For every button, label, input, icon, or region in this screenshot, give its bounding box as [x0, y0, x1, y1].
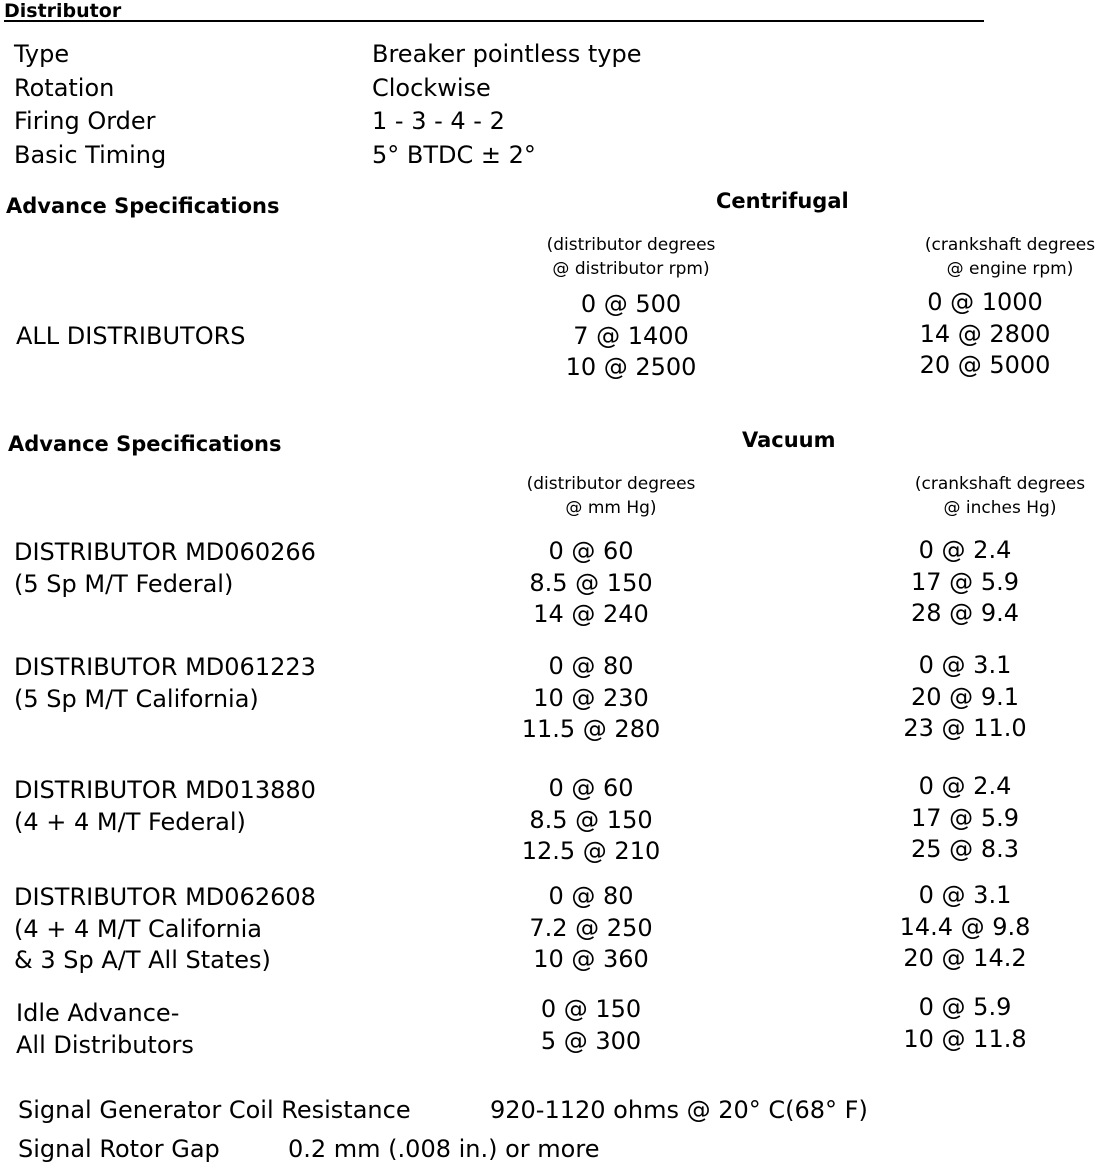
spec-label: Rotation [14, 74, 115, 102]
vacuum-row-label: DISTRIBUTOR MD013880 (4 + 4 M/T Federal) [14, 776, 316, 836]
vacuum-row-col2: 0 @ 3.1 20 @ 9.1 23 @ 11.0 [903, 651, 1027, 742]
vacuum-heading: Advance Specifications [8, 432, 282, 456]
rotor-gap-label: Signal Rotor Gap [18, 1135, 220, 1163]
vacuum-row-col2: 0 @ 3.1 14.4 @ 9.8 20 @ 14.2 [899, 881, 1031, 972]
vacuum-row-label: DISTRIBUTOR MD061223 (5 Sp M/T California) [14, 653, 316, 713]
vacuum-row-col1: 0 @ 80 7.2 @ 250 10 @ 360 [529, 882, 653, 973]
rotor-gap-value: 0.2 mm (.008 in.) or more [288, 1135, 600, 1163]
vacuum-col1-note: (distributor degrees @ mm Hg) [526, 474, 696, 518]
coil-resistance-value: 920-1120 ohms @ 20° C(68° F) [490, 1096, 868, 1124]
spec-label: Type [14, 40, 70, 68]
vacuum-row-col1: 0 @ 60 8.5 @ 150 12.5 @ 210 [521, 774, 661, 865]
vacuum-type-label: Vacuum [742, 428, 836, 452]
vacuum-col2-note: (crankshaft degrees @ inches Hg) [914, 474, 1086, 518]
vacuum-row-col2: 0 @ 2.4 17 @ 5.9 28 @ 9.4 [911, 536, 1019, 627]
centrifugal-row-label: ALL DISTRIBUTORS [16, 322, 246, 350]
spec-value: 1 - 3 - 4 - 2 [372, 107, 505, 135]
spec-label: Basic Timing [14, 141, 167, 169]
centrifugal-col1-note: (distributor degrees @ distributor rpm) [546, 235, 716, 279]
spec-value: 5° BTDC ± 2° [372, 141, 536, 169]
vacuum-row-label: DISTRIBUTOR MD060266 (5 Sp M/T Federal) [14, 538, 316, 598]
vacuum-row-col1: 0 @ 60 8.5 @ 150 14 @ 240 [529, 537, 653, 628]
vacuum-row-col1: 0 @ 150 5 @ 300 [540, 995, 642, 1055]
centrifugal-col2-values: 0 @ 1000 14 @ 2800 20 @ 5000 [919, 288, 1051, 379]
vacuum-row-col2: 0 @ 5.9 10 @ 11.8 [903, 993, 1027, 1053]
section-title: Distributor [4, 0, 122, 22]
vacuum-row-label: Idle Advance- All Distributors [16, 999, 194, 1059]
spec-value: Breaker pointless type [372, 40, 642, 68]
centrifugal-col1-values: 0 @ 500 7 @ 1400 10 @ 2500 [565, 290, 697, 381]
vacuum-row-col2: 0 @ 2.4 17 @ 5.9 25 @ 8.3 [911, 772, 1019, 863]
centrifugal-type-label: Centrifugal [716, 189, 849, 213]
coil-resistance-label: Signal Generator Coil Resistance [18, 1096, 411, 1124]
centrifugal-col2-note: (crankshaft degrees @ engine rpm) [924, 235, 1096, 279]
vacuum-row-label: DISTRIBUTOR MD062608 (4 + 4 M/T California & 3 Sp A/T All States) [14, 883, 316, 974]
vacuum-row-col1: 0 @ 80 10 @ 230 11.5 @ 280 [521, 652, 661, 743]
centrifugal-heading: Advance Specifications [6, 194, 280, 218]
spec-label: Firing Order [14, 107, 156, 135]
spec-value: Clockwise [372, 74, 491, 102]
title-rule [4, 20, 984, 22]
